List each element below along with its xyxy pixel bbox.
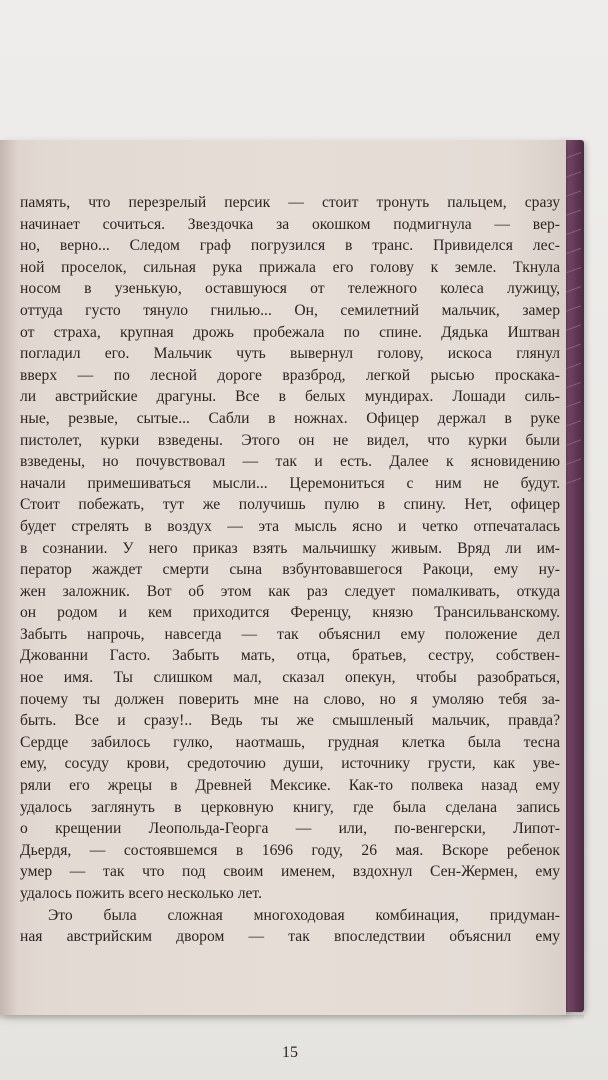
- text-line: ные, резвые, сытые... Сабли в ножнах. Офицер держал в руке: [20, 409, 560, 427]
- book-page: [0, 140, 566, 1061]
- text-line: ной проселок, сильная рука прижала его голову к земле. Ткнула: [20, 258, 560, 276]
- text-line: Джованни Гасто. Забыть мать, отца, братьев, сестру, собствен-: [20, 647, 560, 665]
- text-line: взведены, но почувствовал — так и есть. Далее к ясновидению: [20, 453, 560, 471]
- text-line: быть. Все и сразу!.. Ведь ты же смышленый мальчик, правда?: [20, 712, 560, 730]
- text-line: он родом и кем приходится Ференцу, князю Трансильванскому.: [20, 604, 560, 622]
- page-number: 15: [282, 1044, 298, 1061]
- text-line: удалось заглянуть в церковную книгу, где была сделана запись: [20, 798, 560, 816]
- text-line: ператор жаждет смерти сына взбунтовавшегося Ракоци, ему ну-: [20, 561, 560, 579]
- text-line: ное имя. Ты слишком мал, сказал опекун, чтобы разобраться,: [20, 669, 560, 687]
- text-line: оттуда густо тянуло гнилью... Он, семилетний мальчик, замер: [20, 301, 560, 319]
- text-line: Дьердя, — состоявшемся в 1696 году, 26 мая. Вскоре ребенок: [20, 841, 560, 859]
- page-bottom-shadow: [0, 1015, 584, 1021]
- text-line: Стоит побежать, тут же получишь пулю в спину. Нет, офицер: [20, 496, 560, 514]
- text-line: вверх — по лесной дороге вразброд, легкой рысью проскака-: [20, 366, 560, 384]
- text-line: ему, сосуду крови, средоточию души, источнику грусти, как уве-: [20, 755, 560, 773]
- paragraph-start-line: Это была сложная многоходовая комбинация, придуман-: [48, 906, 560, 924]
- page-text: [20, 192, 560, 1061]
- text-line: почему ты должен поверить мне на слово, но я умоляю тебя за-: [20, 690, 560, 708]
- text-line: от страха, крупная дрожь пробежала по спине. Дядька Иштван: [20, 323, 560, 341]
- text-line: погладил его. Мальчик чуть вывернул голову, искоса глянул: [20, 345, 560, 363]
- text-line: начинает сочиться. Звездочка за окошком подмигнула — вер-: [20, 215, 560, 233]
- text-line: будет стрелять в воздух — эта мысль ясно и четко отпечаталась: [20, 517, 560, 535]
- text-line: пистолет, курки взведены. Этого он не видел, что курки были: [20, 431, 560, 449]
- text-line: ряли его жрецы в Древней Мексике. Как-то полвека назад ему: [20, 777, 560, 795]
- text-line: носом в узенькую, оставшуюся от тележного колеса лужицу,: [20, 280, 560, 298]
- text-line: Сердце забилось гулко, наотмашь, грудная клетка была тесна: [20, 733, 560, 751]
- text-line: но, верно... Следом граф погрузился в транс. Привиделся лес-: [20, 237, 560, 255]
- text-line: жен заложник. Вот об этом как раз следует помалкивать, откуда: [20, 582, 560, 600]
- text-line: начали примешиваться мысли... Церемониться с ним не будут.: [20, 474, 560, 492]
- text-line: ли австрийские драгуны. Все в белых мундирах. Лошади силь-: [20, 388, 560, 406]
- page-gutter-shadow: [0, 140, 18, 1015]
- text-line: удалось пожить всего несколько лет.: [20, 885, 262, 902]
- text-line: умер — так что под своим именем, вздохнул Сен-Жермен, ему: [20, 863, 560, 881]
- text-line: о крещении Леопольда-Георга — или, по-венгерски, Липот-: [20, 820, 560, 838]
- text-line: Забыть напрочь, навсегда — так объяснил ему положение дел: [20, 625, 560, 643]
- text-line: ная австрийским двором — так впоследствии объяснил ему: [20, 928, 560, 946]
- text-line: память, что перезрелый персик — стоит тронуть пальцем, сразу: [20, 194, 560, 211]
- text-line: в сознании. У него приказ взять мальчишку живым. Вряд ли им-: [20, 539, 560, 557]
